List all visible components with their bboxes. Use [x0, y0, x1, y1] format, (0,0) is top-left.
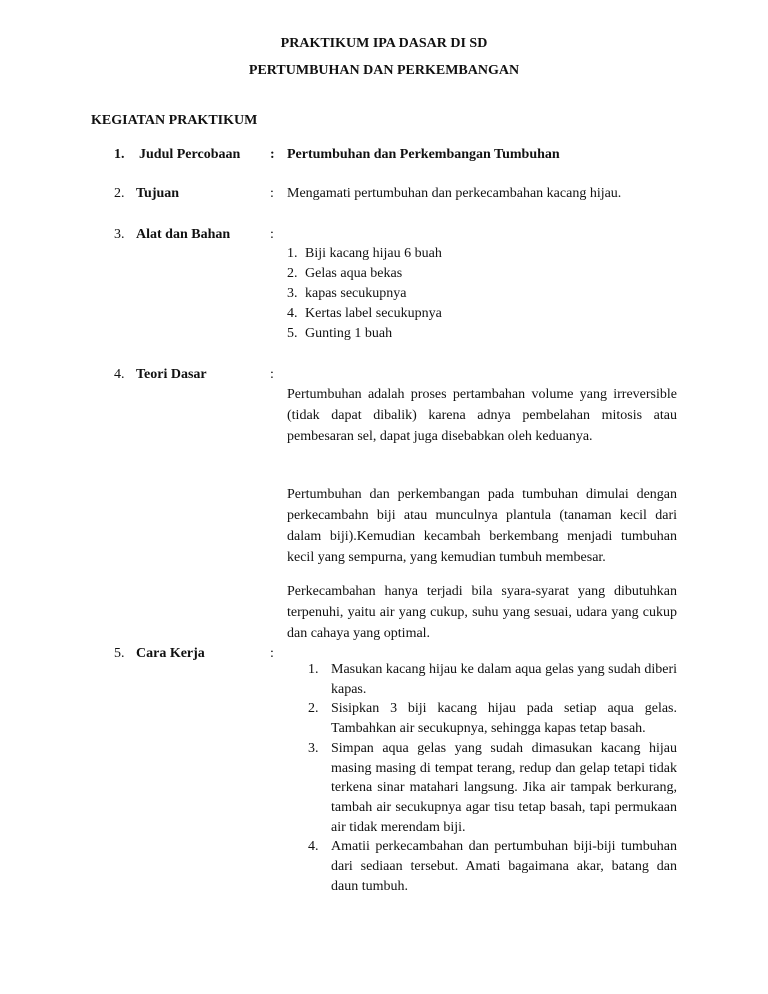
item-label-teori-dasar: Teori Dasar: [136, 367, 207, 382]
theory-paragraph: Pertumbuhan adalah proses pertambahan volume yang irreversible (tidak dapat dibalik) karena adnya pembelahan mitosis atau pembesaran sel, dapat juga disebabkan oleh keduanya.: [287, 387, 677, 444]
theory-paragraph: Pertumbuhan dan perkembangan pada tumbuhan dimulai dengan perkecambahn biji atau munculnya plantula (tanaman kecil dari dalam biji).Kemudian kecambah berkembang menjadi tumbuhan kecil yang sempurna, yang kemudian tumbuh membesar.: [287, 487, 677, 565]
list-number: 1.: [287, 246, 298, 261]
item-label-judul: Judul Percobaan: [139, 147, 241, 162]
item-number: 1.: [114, 147, 125, 162]
item-colon: :: [270, 227, 274, 242]
list-text: Kertas label secukupnya: [305, 306, 442, 321]
document-subtitle: PERTUMBUHAN DAN PERKEMBANGAN: [248, 63, 520, 78]
step-text: Masukan kacang hijau ke dalam aqua gelas yang sudah diberi kapas.: [331, 662, 677, 697]
item-value-tujuan: Mengamati pertumbuhan dan perkecambahan kacang hijau.: [287, 186, 622, 201]
list-number: 5.: [287, 326, 298, 341]
step-number: 3.: [308, 740, 319, 756]
section-heading: KEGIATAN PRAKTIKUM: [91, 113, 258, 128]
step-number: 1.: [308, 662, 319, 677]
procedure-steps: [308, 660, 677, 896]
list-text: Gelas aqua bekas: [305, 266, 403, 281]
list-number: 4.: [287, 306, 298, 321]
list-number: 2.: [287, 266, 298, 281]
item-label-cara-kerja: Cara Kerja: [136, 646, 205, 661]
item-number: 4.: [114, 367, 125, 382]
list-item: [287, 284, 442, 304]
list-item: [287, 244, 442, 264]
step-text: Simpan aqua gelas yang sudah dimasukan kacang hijau masing masing di tempat terang, redup dan gelap tetapi tidak terkena sinar matahari langsung. Jika air tampak berkurang, tambah air secukupnya agar tisu tetap basah, tapi permukaan air tidak merendam biji.: [331, 740, 677, 835]
item-colon: :: [270, 646, 274, 661]
item-colon: :: [270, 147, 275, 162]
item-colon: :: [270, 186, 274, 201]
step-number: 2.: [308, 701, 319, 717]
list-text: Gunting 1 buah: [305, 326, 393, 341]
step-item: [308, 837, 677, 896]
step-item: [308, 699, 677, 738]
list-text: kapas secukupnya: [305, 286, 407, 301]
item-colon: :: [270, 367, 274, 382]
item-number: 2.: [114, 186, 125, 201]
document-title: PRAKTIKUM IPA DASAR DI SD: [280, 36, 488, 51]
materials-list: [287, 244, 442, 344]
list-item: [287, 324, 442, 344]
list-item: [287, 304, 442, 324]
list-text: Biji kacang hijau 6 buah: [305, 246, 442, 261]
list-number: 3.: [287, 286, 298, 301]
item-number: 5.: [114, 646, 125, 661]
step-number: 4.: [308, 839, 319, 855]
step-text: Amatii perkecambahan dan pertumbuhan biji-biji tumbuhan dari sediaan tersebut. Amati bagaimana akar, batang dan daun tumbuh.: [331, 839, 677, 894]
item-label-tujuan: Tujuan: [136, 186, 180, 201]
item-number: 3.: [114, 227, 125, 242]
theory-paragraph: Perkecambahan hanya terjadi bila syara-syarat yang dibutuhkan terpenuhi, yaitu air yang cukup, suhu yang sesuai, udara yang cukup dan cahaya yang optimal.: [287, 584, 677, 641]
step-item: [308, 660, 677, 699]
item-label-alat-bahan: Alat dan Bahan: [136, 227, 231, 242]
item-value-judul: Pertumbuhan dan Perkembangan Tumbuhan: [287, 147, 560, 162]
step-text: Sisipkan 3 biji kacang hijau pada setiap aqua gelas. Tambahkan air secukupnya, sehingga kapas tetap basah.: [331, 701, 677, 737]
list-item: [287, 264, 442, 284]
step-item: [308, 739, 677, 838]
